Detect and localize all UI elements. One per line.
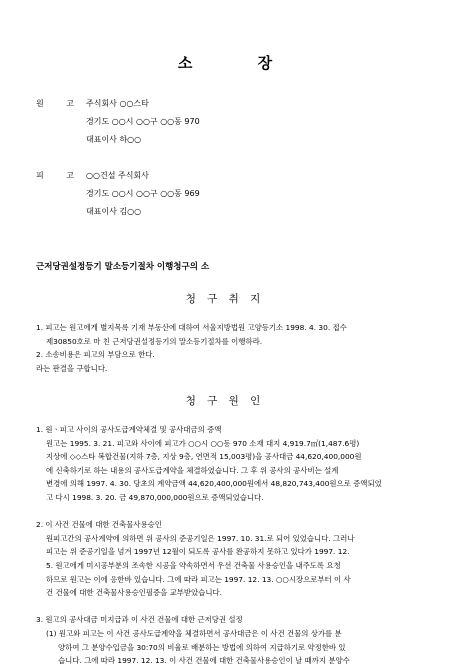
reason-line: 피고는 위 준공기일을 넘겨 1997년 12월이 되도록 공사를 완공하지 못하고 있다가 1997. 12. — [46, 547, 350, 557]
claim-line: 1. 피고는 원고에게 별지목록 기재 부동산에 대하여 서울지방법원 고양등기소 1998. 4. 30. 접수 — [36, 323, 347, 332]
reason-line: 3. 원고의 공사대금 미지급과 이 사건 건물에 대한 근저당권 설정 — [36, 615, 243, 625]
case-name: 근저당권설정등기 말소등기절차 이행청구의 소 — [36, 262, 210, 272]
reason-line: 하므로 원고는 이에 응한바 있습니다. 그에 따라 피고는 1997. 12. 13. ○○시장으로부터 이 사 — [46, 574, 351, 584]
reason-line: 원피고간의 공사계약에 의하면 위 공사의 준공기일은 1997. 10. 31.로 되어 있었습니다. 그러나 — [46, 533, 355, 543]
defendant-role: 피 고 — [36, 171, 84, 180]
defendant-name: ○○건설 주식회사 — [86, 171, 149, 180]
claim-line: 2. 소송비용은 피고의 부담으로 한다. — [36, 350, 155, 360]
plaintiff-rep: 대표이사 하○○ — [86, 135, 142, 144]
reason-heading: 청 구 원 인 — [185, 395, 265, 407]
reason-line: 고 다시 1998. 3. 20. 금 49,870,000,000원으로 증액되었습니다. — [46, 492, 264, 502]
defendant-address: 경기도 ○○시 ○○구 ○○동 969 — [86, 189, 200, 198]
claim-line: 제30850호로 마 친 근저당권설정등기의 말소등기절차를 이행하라. — [46, 336, 263, 346]
defendant-block — [36, 170, 200, 218]
plaintiff-role: 원 고 — [36, 99, 84, 108]
claim-heading: 청 구 취 지 — [185, 293, 265, 305]
defendant-rep: 대표이사 김○○ — [86, 207, 142, 216]
plaintiff-address: 경기도 ○○시 ○○구 ○○동 970 — [86, 117, 200, 126]
blank-line — [36, 600, 422, 614]
reason-line: 건 건물에 대한 건축물사용승인필증을 교부받았습니다. — [46, 588, 222, 598]
claim-line: 라는 판결을 구합니다. — [36, 363, 108, 373]
reason-line: 5. 원고에게 미시공부분의 조속한 시공을 약속하면서 우선 건축물 사용승인을 내주도록 요청 — [46, 560, 341, 570]
document-title: 소 장 — [177, 54, 303, 72]
plaintiff-name: 주식회사 ○○스타 — [86, 99, 149, 108]
reason-line: 1. 원ㆍ피고 사이의 공사도급계약체결 및 공사대금의 증액 — [36, 425, 222, 434]
blank-line — [36, 505, 422, 519]
reason-line: 양하여 그 분양수입금을 30:70의 비율로 배분하는 방법에 의하여 지급하기로 약정한바 있 — [58, 642, 346, 652]
reason-line: 변경에 의해 1997. 4. 30. 당초의 계약금액 44,620,400,000원에서 48,820,743,400원으로 증액되었 — [46, 479, 382, 489]
reason-line: 지상에 ◇◇스타 복합건물(지하 7층, 지상 9층, 연면적 15,003평)을 공사대금 44,620,400,000원 — [46, 452, 362, 462]
reason-line: 원고는 1995. 3. 21. 피고와 사이에 피고가 ○○시 ○○동 970 소재 대지 4,919.7㎡(1,487.6평) — [46, 438, 360, 448]
reason-line: 습니다. 그에 따라 1997. 12. 13. 이 사건 건물에 대한 건축물사용승인이 날 때까지 분양수 — [58, 656, 350, 666]
plaintiff-block — [36, 98, 200, 146]
claims-section — [36, 321, 422, 375]
reason-line: 에 신축하기로 하는 내용의 공사도급계약을 체결하였습니다. 그 후 위 공사의 공사비는 설계 — [46, 465, 339, 475]
reason-line: (1) 원고와 피고는 이 사건 공사도급계약을 체결하면서 공사대금은 이 사건 건물의 상가를 분 — [46, 628, 342, 638]
reason-line: 2. 이 사건 건물에 대한 건축물사용승인 — [36, 520, 162, 530]
reasons-section — [36, 423, 422, 668]
